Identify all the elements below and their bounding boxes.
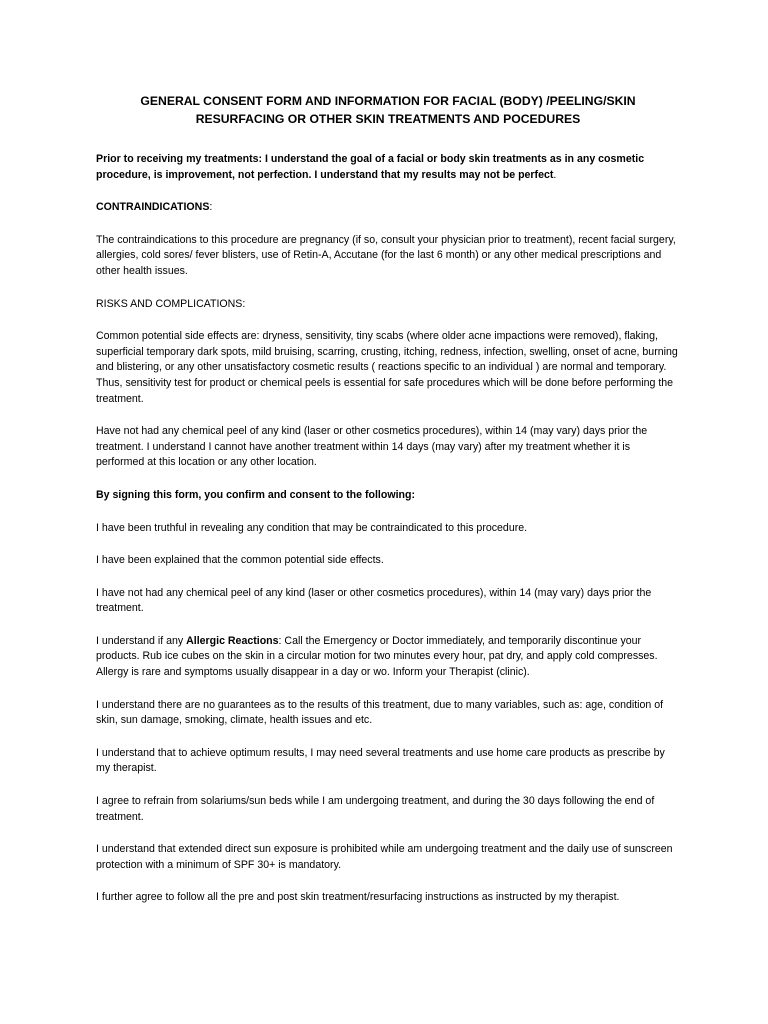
document-title [96,92,680,128]
intro-text: Prior to receiving my treatments: I understand the goal of a facial or body skin treatments as in any cosmetic procedure, is improvement, not perfection. I understand that my results may not be perfect [96,153,645,181]
contraindications-heading [96,200,680,216]
consent-item-4-prefix: I understand if any [96,634,187,647]
title-line-1: GENERAL CONSENT FORM AND INFORMATION FOR FACIAL (BODY) /PEELING/SKIN [140,94,636,108]
consent-item-5: I understand there are no guarantees as to the results of this treatment, due to many variables, such as: age, condition of skin, sun damage, smoking, climate, health issues and etc. [96,698,664,727]
intro-paragraph [96,152,680,183]
risks-body: Common potential side effects are: dryness, sensitivity, tiny scabs (where older acne impactions were removed), flaking, superficial temporary dark spots, mild bruising, scarring, crusting, itching, redness, infection, swelling, onset of acne, burning and blistering, or any other unsatisfactory cosmetic results ( reactions specific to an individual ) are normal and temporary. Thus, sensitivity test for product or chemical peels is essential for safe procedures which will be done before performing the treatment. [96,330,678,405]
peel-note: Have not had any chemical peel of any kind (laser or other cosmetics procedures), within 14 (may vary) days prior the treatment. I understand I cannot have another treatment within 14 days (may vary) after my treatment whether it is performed at this location or any other location. [96,425,648,469]
consent-item-4 [96,634,680,681]
consent-item-2: I have been explained that the common potential side effects. [96,554,384,567]
consent-item-4-rest: : Call the Emergency or Doctor immediately, and temporarily discontinue your products. Rub ice cubes on the skin in a circular motion for two minutes every hour, pat dry, and apply cold compresses. Allergy is rare and symptoms usually disappear in a day or wo. Inform your Therapist (clinic). [96,634,658,679]
contraindications-heading-colon: : [209,201,213,214]
consent-item-3: I have not had any chemical peel of any kind (laser or other cosmetics procedures), within 14 (may vary) days prior the treatment. [96,586,652,615]
contraindications-heading-text: CONTRAINDICATIONS [96,201,210,214]
consent-item-6: I understand that to achieve optimum results, I may need several treatments and use home care products as prescribe by my therapist. [96,746,665,775]
consent-document [96,92,680,923]
risks-heading: RISKS AND COMPLICATIONS: [96,297,246,310]
consent-heading: By signing this form, you confirm and consent to the following: [96,488,415,501]
allergic-reactions-term: Allergic Reactions [186,634,279,647]
consent-item-9: I further agree to follow all the pre and post skin treatment/resurfacing instructions as instructed by my therapist. [96,891,620,904]
consent-item-7: I agree to refrain from solariums/sun beds while I am undergoing treatment, and during the 30 days following the end of treatment. [96,795,655,823]
title-line-2: RESURFACING OR OTHER SKIN TREATMENTS AND POCEDURES [195,112,581,126]
intro-end: . [553,168,557,181]
consent-item-8: I understand that extended direct sun exposure is prohibited while am undergoing treatment and the daily use of sunscreen protection with a minimum of SPF 30+ is mandatory. [96,843,673,871]
consent-item-1: I have been truthful in revealing any condition that may be contraindicated to this procedure. [96,521,528,534]
contraindications-body: The contraindications to this procedure are pregnancy (if so, consult your physician prior to treatment), recent facial surgery, allergies, cold sores/ fever blisters, use of Retin-A, Accutane (for the last 6 month) or any other medical prescriptions and other health issues. [96,233,676,277]
